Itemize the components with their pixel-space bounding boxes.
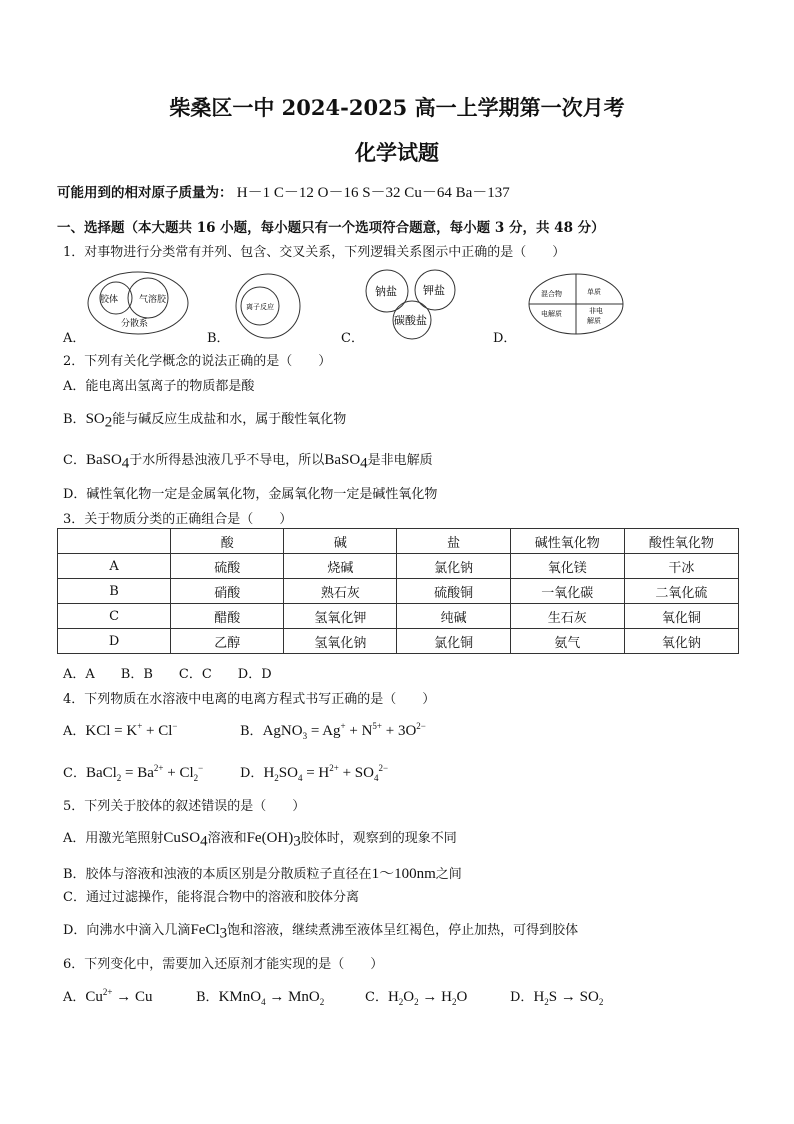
table-cell: 熟石灰 [284, 579, 397, 604]
q1-option-a-letter: A． [63, 331, 86, 346]
q1-stem: 1．对事物进行分类常有并列、包含、交叉关系，下列逻辑关系图示中正确的是（ ） [63, 245, 566, 260]
section1-heading: 一、选择题（本大题共 16 小题，每小题只有一个选项符合题意，每小题 3 分，共 48 分） [57, 220, 605, 236]
q4-option-d: D．$H_2SO_4 = H^{2+} + SO_4^{2-}$ [240, 763, 389, 783]
q4-option-a: A．KCl = K+ + Cl− [63, 721, 178, 739]
q3-options: A．A B．B C．C D．D [63, 667, 272, 682]
q2-option-d: D．碱性氧化物一定是金属氧化物，金属氧化物一定是碱性氧化物 [63, 487, 438, 502]
table-header-cell: 盐 [397, 529, 510, 554]
q3-classification-table [57, 528, 739, 654]
diag-c-potassium-salt: 钾盐 [423, 284, 445, 297]
table-header-cell [58, 529, 171, 554]
q2-stem: 2．下列有关化学概念的说法正确的是（ ） [63, 354, 332, 369]
table-cell: 氨气 [510, 629, 624, 654]
table-cell: 纯碱 [397, 604, 510, 629]
q5-option-c: C．通过过滤操作，能将混合物中的溶液和胶体分离 [63, 890, 359, 905]
diag-c-carbonate: 碳酸盐 [394, 314, 427, 327]
table-cell: 氧化铜 [624, 604, 738, 629]
table-cell: 烧碱 [284, 554, 397, 579]
table-cell: 干冰 [624, 554, 738, 579]
exam-title: 柴桑区一中 2024-2025 高一上学期第一次月考 [169, 95, 625, 120]
diag-d-electrolyte: 电解质 [541, 310, 562, 318]
diag-c-sodium-salt: 钠盐 [375, 285, 397, 298]
table-row [58, 604, 739, 629]
diag-a-aerosol: 气溶胶 [139, 295, 167, 305]
q5-option-b: B．胶体与溶液和浊液的本质区别是分散质粒子直径在1～100nm之间 [63, 866, 462, 882]
q1-diagram-d [527, 272, 625, 336]
table-cell: 二氧化硫 [624, 579, 738, 604]
q6-option-c: C．$H_2O_2 \to H_2O$ [365, 989, 468, 1007]
q2-option-a: A．能电离出氢离子的物质都是酸 [63, 379, 255, 394]
table-cell: A [58, 554, 171, 579]
q1-option-b-letter: B． [207, 331, 230, 346]
q2-option-b: B．$SO_2$能与碱反应生成盐和水，属于酸性氧化物 [63, 411, 347, 431]
q2-option-c: C．BaSO$_4$于水所得悬浊液几乎不导电，所以BaSO$_4$是非电解质 [63, 452, 433, 472]
table-header-cell: 酸性氧化物 [624, 529, 738, 554]
table-cell: 生石灰 [510, 604, 624, 629]
diag-a-dispersion: 分散系 [121, 319, 149, 329]
table-header-cell: 碱 [284, 529, 397, 554]
table-row [58, 579, 739, 604]
diag-b-ionic: 离子反应 [246, 303, 274, 311]
table-header-cell: 碱性氧化物 [510, 529, 624, 554]
table-cell: 硫酸 [171, 554, 284, 579]
diag-a-colloid: 胶体 [100, 295, 119, 305]
table-cell: 氧化镁 [510, 554, 624, 579]
diag-d-element: 单质 [587, 288, 601, 296]
q6-option-d: D．$H_2S \to SO_2$ [510, 989, 604, 1007]
table-cell: 氧化钠 [624, 629, 738, 654]
diag-d-non: 非电 [589, 307, 603, 315]
q6-option-a: A．$Cu^{2+} \to Cu$ [63, 987, 153, 1005]
atomic-mass-label: 可能用到的相对原子质量为： [57, 185, 233, 201]
table-cell: D [58, 629, 171, 654]
table-cell: 氢氧化钾 [284, 604, 397, 629]
atomic-mass-line [57, 181, 510, 202]
table-cell: 氯化铜 [397, 629, 510, 654]
q5-option-d: D．向沸水中滴入几滴FeCl$_3$饱和溶液，继续煮沸至液体呈红褐色，停止加热，可得到胶体 [63, 922, 579, 942]
q5-option-a: A．用激光笔照射CuSO$_4$溶液和$Fe(OH)_3$胶体时，观察到的现象不同 [63, 830, 457, 850]
table-cell: 一氧化碳 [510, 579, 624, 604]
table-cell: 硝酸 [171, 579, 284, 604]
table-cell: C [58, 604, 171, 629]
table-row [58, 629, 739, 654]
q1-diagram-a [86, 270, 190, 336]
q6-stem: 6．下列变化中，需要加入还原剂才能实现的是（ ） [63, 957, 384, 972]
table-row [58, 554, 739, 579]
diag-d-electrolyte2: 解质 [587, 317, 601, 325]
q1-diagram-c [364, 268, 468, 340]
table-cell: B [58, 579, 171, 604]
q6-option-b: B．KMnO$_4$ → MnO$_2$ [196, 989, 325, 1007]
q4-option-b: B．AgNO$_3$ = $Ag^+ + N^{5+} + 3O^{2-}$ [240, 721, 426, 741]
q4-option-c: C．BaCl$_2$ = $Ba^{2+} + Cl_2^-$ [63, 763, 204, 783]
table-header-cell: 酸 [171, 529, 284, 554]
table-cell: 乙醇 [171, 629, 284, 654]
q3-stem: 3．关于物质分类的正确组合是（ ） [63, 512, 293, 527]
q5-stem: 5．下列关于胶体的叙述错误的是（ ） [63, 799, 306, 814]
q1-diagram-b [232, 273, 304, 339]
table-cell: 氢氧化钠 [284, 629, 397, 654]
table-cell: 氯化钠 [397, 554, 510, 579]
table-header-row [58, 529, 739, 554]
q1-option-d-letter: D． [493, 331, 517, 346]
atomic-mass-values: H－1 C－12 O－16 S－32 Cu－64 Ba－137 [236, 185, 510, 201]
q4-stem: 4．下列物质在水溶液中电离的电离方程式书写正确的是（ ） [63, 692, 436, 707]
table-cell: 醋酸 [171, 604, 284, 629]
q1-option-c-letter: C． [341, 331, 364, 346]
table-cell: 硫酸铜 [397, 579, 510, 604]
exam-subtitle: 化学试题 [355, 140, 439, 165]
diag-d-mixture: 混合物 [541, 290, 562, 298]
